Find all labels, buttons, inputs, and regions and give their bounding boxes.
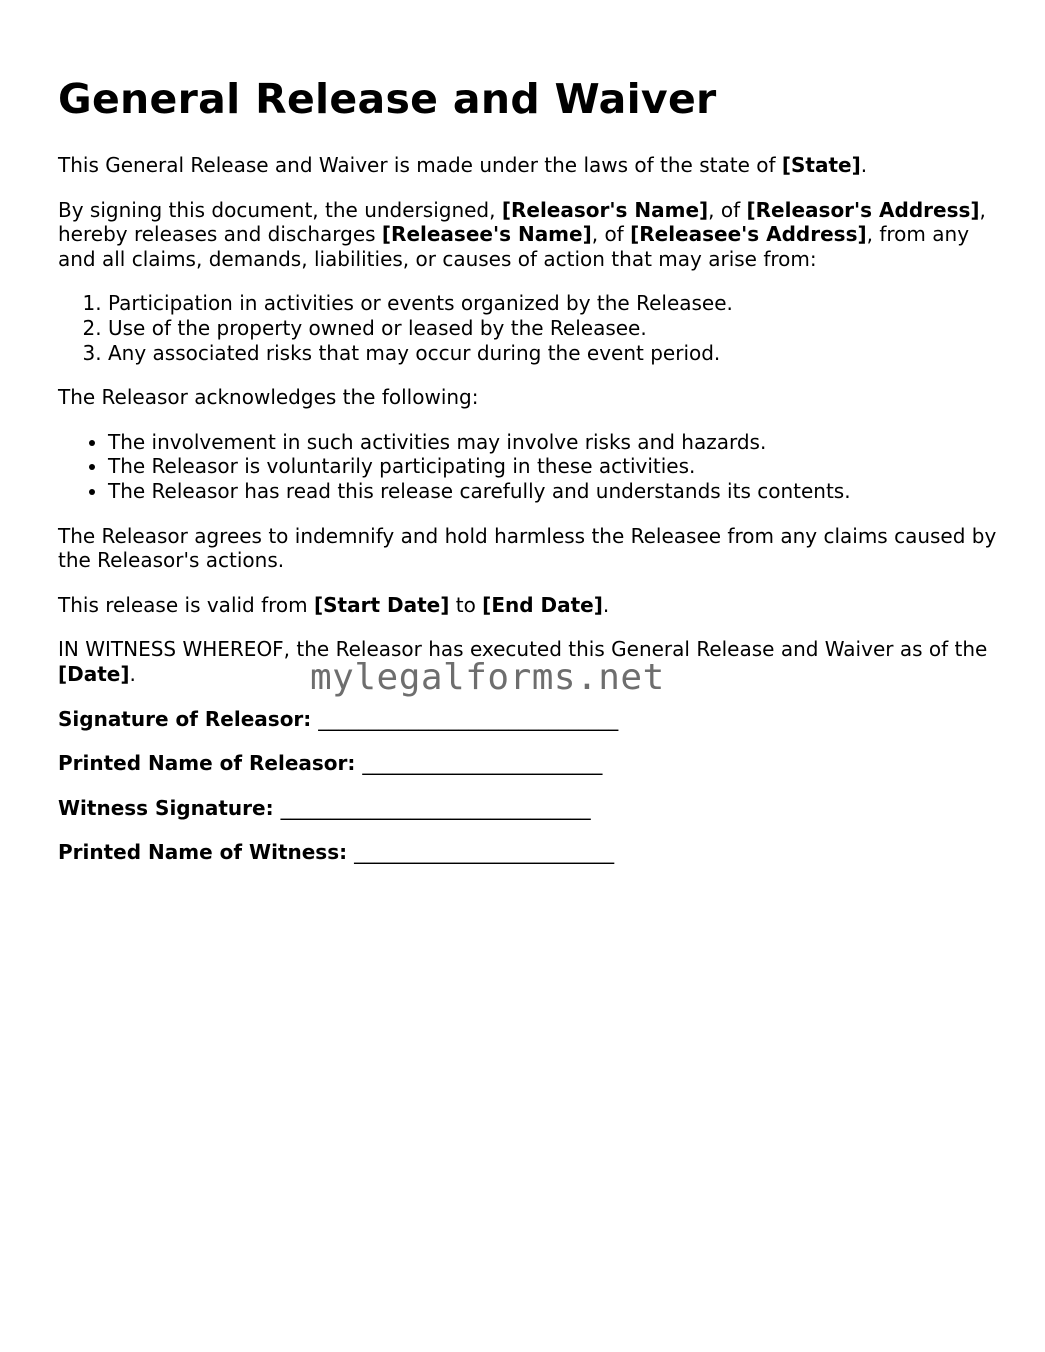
validity-paragraph: This release is valid from [Start Date] to [End Date]. xyxy=(58,592,610,617)
signature-of-releasor-field[interactable] xyxy=(58,707,998,732)
list-item: • The involvement in such activities may involve risks and hazards. xyxy=(108,430,998,455)
signature-line[interactable]: ______________________________ xyxy=(318,706,619,731)
releasee-address-placeholder: [Releasee's Address] xyxy=(630,222,867,247)
signing-paragraph: By signing this document, the undersigned, [Releasor's Name], of [Releasor's Address], hereby releases and discharges [Releasee's Name], of [Releasee's Address], from any and all claims, demands, liabilities, or causes of action that may arise from: xyxy=(58,197,986,271)
signature-line[interactable]: __________________________ xyxy=(354,840,615,865)
acknowledge-intro: The Releasor acknowledges the following: xyxy=(58,385,479,410)
printed-name-of-witness-field[interactable] xyxy=(58,840,998,865)
acknowledge-list xyxy=(58,430,998,504)
list-item: • The Releasor has read this release carefully and understands its contents. xyxy=(108,479,998,504)
releasor-address-placeholder: [Releasor's Address] xyxy=(746,197,980,222)
document-page xyxy=(58,72,998,885)
claims-list xyxy=(58,291,998,365)
signature-label: Signature of Releasor: xyxy=(58,706,312,731)
signature-label: Printed Name of Witness: xyxy=(58,840,348,865)
witness-clause: IN WITNESS WHEREOF, the Releasor has executed this General Release and Waiver as of the [Date]. xyxy=(58,637,988,686)
end-date-placeholder: [End Date] xyxy=(482,592,603,617)
signature-line[interactable]: _______________________________ xyxy=(280,795,591,820)
watermark: mylegalforms.net xyxy=(310,657,665,698)
start-date-placeholder: [Start Date] xyxy=(314,592,450,617)
signature-label: Witness Signature: xyxy=(58,795,274,820)
document-title: General Release and Waiver xyxy=(58,75,717,123)
list-item: 2. Use of the property owned or leased by the Releasee. xyxy=(108,316,998,341)
list-item: 3. Any associated risks that may occur during the event period. xyxy=(108,341,998,366)
witness-signature-field[interactable] xyxy=(58,796,998,821)
releasor-name-placeholder: [Releasor's Name] xyxy=(501,197,709,222)
date-placeholder: [Date] xyxy=(58,661,130,686)
releasee-name-placeholder: [Releasee's Name] xyxy=(381,222,592,247)
signature-label: Printed Name of Releasor: xyxy=(58,751,356,776)
intro-paragraph: This General Release and Waiver is made under the laws of the state of [State]. xyxy=(58,153,868,177)
indemnify-paragraph: The Releasor agrees to indemnify and hold harmless the Releasee from any claims caused by the Releasor's actions. xyxy=(58,523,997,573)
state-placeholder: [State] xyxy=(781,153,861,177)
signature-line[interactable]: ________________________ xyxy=(362,751,603,776)
list-item: • The Releasor is voluntarily participating in these activities. xyxy=(108,454,998,479)
printed-name-of-releasor-field[interactable] xyxy=(58,751,998,776)
list-item: 1. Participation in activities or events organized by the Releasee. xyxy=(108,291,998,316)
